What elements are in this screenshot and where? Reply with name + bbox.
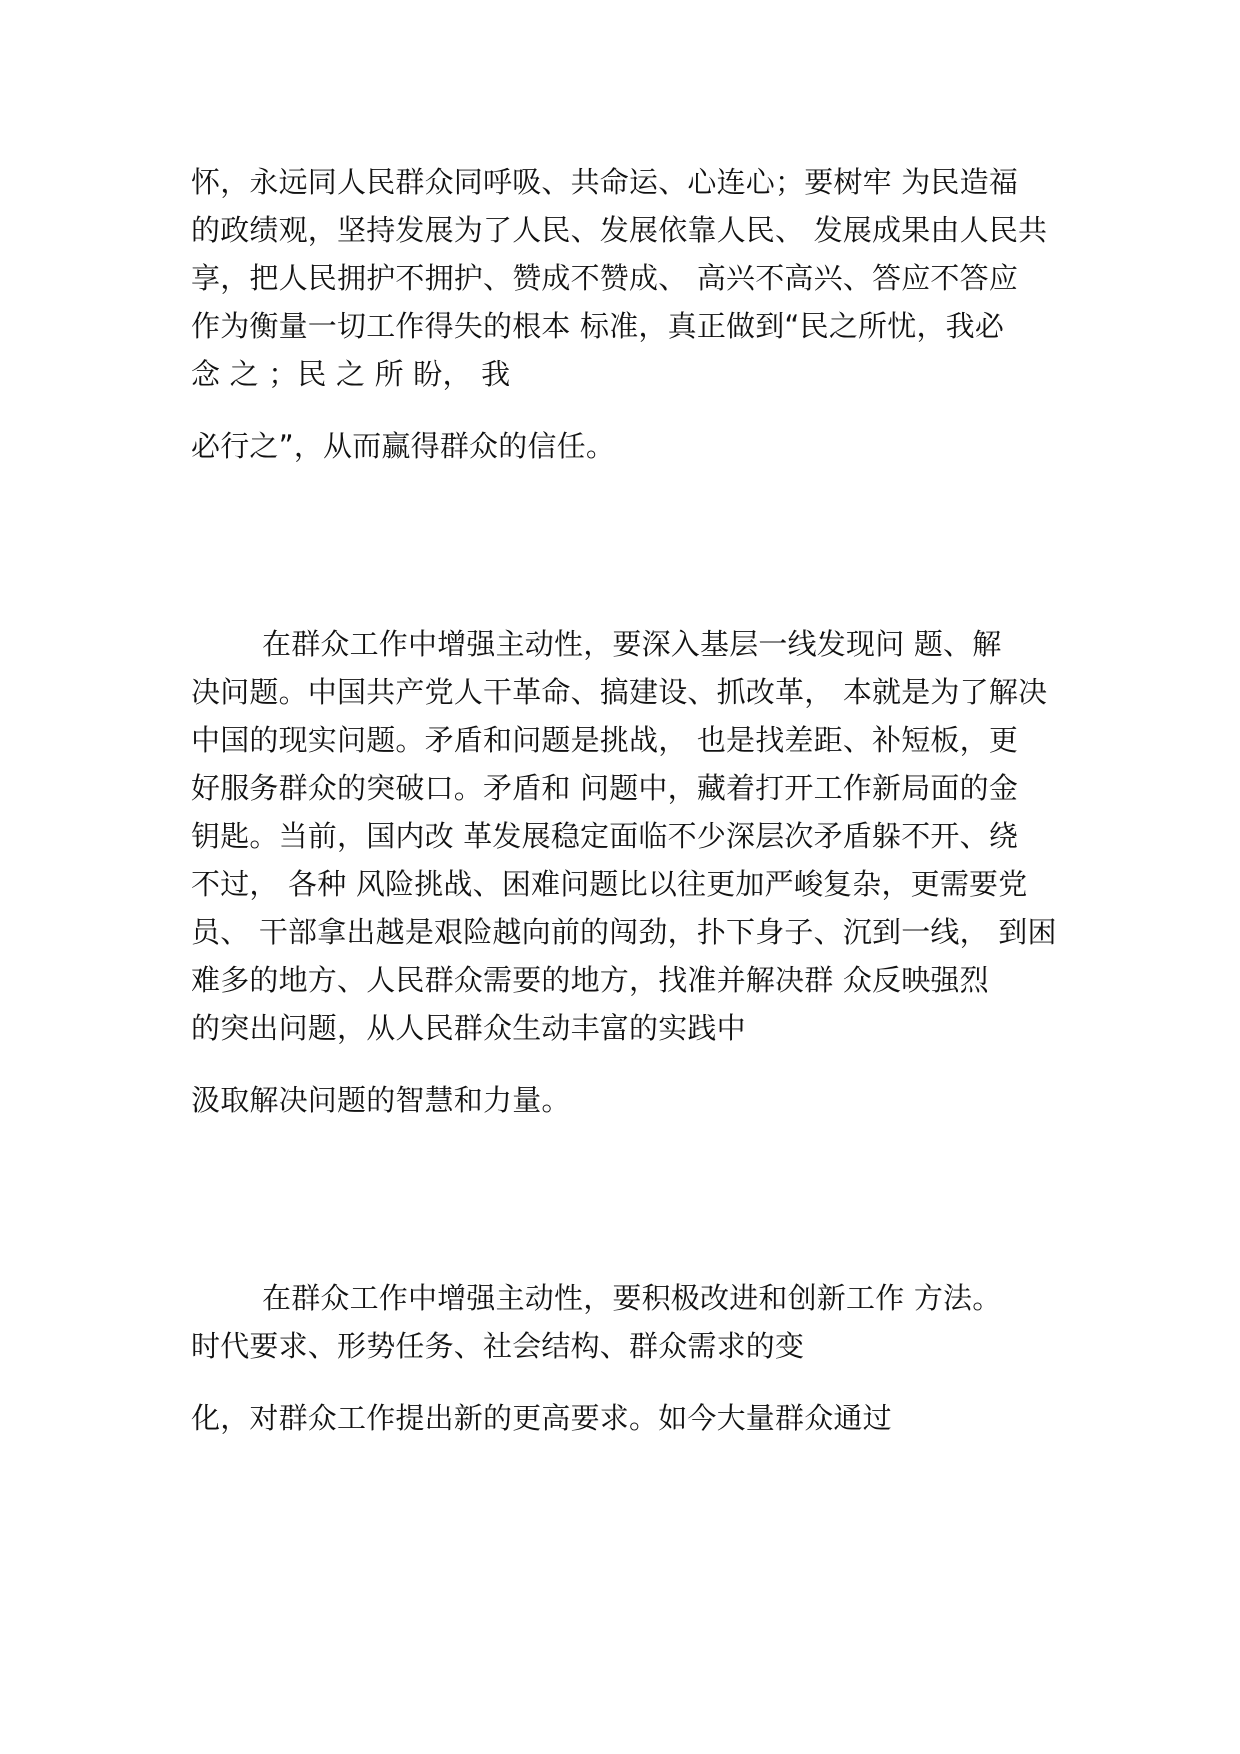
paragraph-2-line-1: 在群众工作中增强主动性，要深入基层一线发现问 题、解	[262, 627, 1002, 661]
paragraph-2-line-3: 中国的现实问题。矛盾和问题是挑战， 也是找差距、补短板，更	[191, 723, 1019, 757]
paragraph-1-line-1: 怀，永远同人民群众同呼吸、共命运、心连心；要树牢 为民造福	[191, 165, 1019, 199]
paragraph-1-line-4: 作为衡量一切工作得失的根本 标准，真正做到“民之所忧，我必	[191, 309, 1005, 343]
paragraph-2-line-5: 钥匙。当前，国内改 革发展稳定面临不少深层次矛盾躲不开、绕	[191, 819, 1019, 853]
paragraph-1-line-5: 念 之 ；民 之 所 盼， 我	[191, 357, 511, 391]
paragraph-3-line-3: 化，对群众工作提出新的更高要求。如今大量群众通过	[191, 1401, 892, 1435]
paragraph-2-line-9: 的突出问题，从人民群众生动丰富的实践中	[191, 1011, 746, 1045]
paragraph-2-line-8: 难多的地方、人民群众需要的地方，找准并解决群 众反映强烈	[191, 963, 989, 997]
paragraph-1-line-2: 的政绩观，坚持发展为了人民、发展依靠人民、 发展成果由人民共	[191, 213, 1048, 247]
paragraph-2-line-2: 决问题。中国共产党人干革命、搞建设、抓改革， 本就是为了解决	[191, 675, 1048, 709]
paragraph-2-line-6: 不过， 各种 风险挑战、困难问题比以往更加严峻复杂，更需要党	[191, 867, 1028, 901]
paragraph-3-line-1: 在群众工作中增强主动性，要积极改进和创新工作 方法。	[262, 1281, 1002, 1315]
paragraph-2-line-7: 员、 干部拿出越是艰险越向前的闯劲，扑下身子、沉到一线， 到困	[191, 915, 1057, 949]
paragraph-2-line-4: 好服务群众的突破口。矛盾和 问题中，藏着打开工作新局面的金	[191, 771, 1019, 805]
paragraph-3-line-2: 时代要求、形势任务、社会结构、群众需求的变	[191, 1329, 805, 1363]
paragraph-2-line-10: 汲取解决问题的智慧和力量。	[191, 1083, 571, 1117]
paragraph-1-line-3: 享，把人民拥护不拥护、赞成不赞成、 高兴不高兴、答应不答应	[191, 261, 1019, 295]
paragraph-1-line-6: 必行之”，从而赢得群众的信任。	[191, 429, 616, 463]
